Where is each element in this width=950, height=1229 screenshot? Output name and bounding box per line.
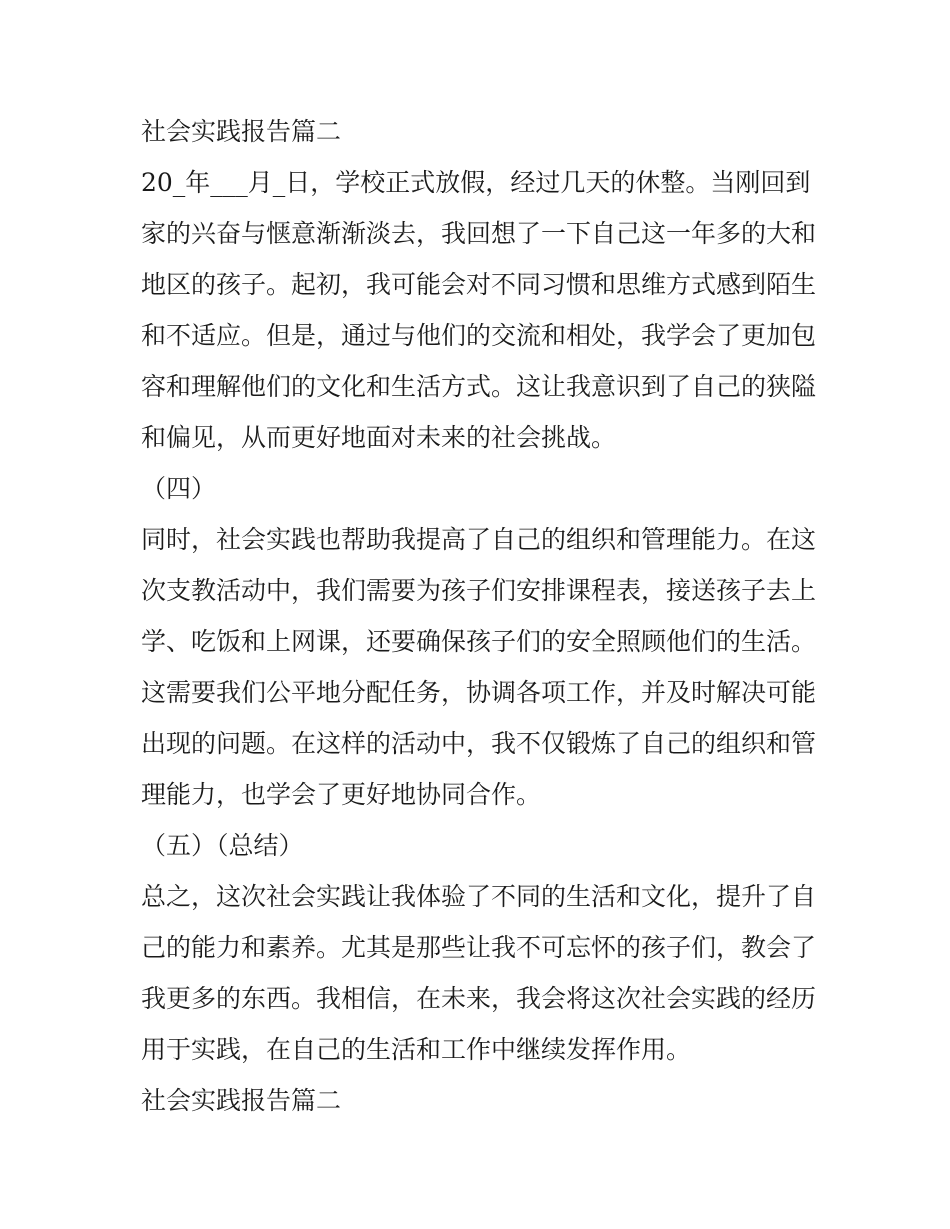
text-line: 同时，社会实践也帮助我提高了自己的组织和管理能力。在这 — [141, 525, 817, 554]
text-line: 这需要我们公平地分配任务，协调各项工作，并及时解决可能 — [141, 678, 817, 707]
paragraph-3 — [141, 871, 821, 1075]
text-line: 总之，这次社会实践让我体验了不同的生活和文化，提升了自 — [141, 882, 817, 911]
section-heading: 社会实践报告篇二 — [141, 1086, 342, 1115]
document-body — [141, 106, 821, 1126]
text-line: 地区的孩子。起初，我可能会对不同习惯和思维方式感到陌生 — [141, 270, 817, 299]
text-line: 我更多的东西。我相信，在未来，我会将这次社会实践的经历 — [141, 984, 817, 1013]
section-marker-4: （四） — [141, 474, 217, 503]
section-heading: 社会实践报告篇二 — [141, 117, 342, 146]
text-line: 学、吃饭和上网课，还要确保孩子们的安全照顾他们的生活。 — [141, 627, 817, 656]
text-line: 次支教活动中，我们需要为孩子们安排课程表，接送孩子去上 — [141, 576, 817, 605]
text-line: 家的兴奋与惬意渐渐淡去，我回想了一下自己这一年多的大和 — [141, 219, 817, 248]
text-line: 己的能力和素养。尤其是那些让我不可忘怀的孩子们，教会了 — [141, 933, 817, 962]
text-line: 容和理解他们的文化和生活方式。这让我意识到了自己的狭隘 — [141, 372, 817, 401]
text-line: 和偏见，从而更好地面对未来的社会挑战。 — [141, 423, 617, 452]
section-marker-5: （五）（总结） — [141, 831, 304, 860]
text-line: 20_年___月_日，学校正式放假，经过几天的休整。当刚回到 — [141, 168, 811, 197]
text-line: 理能力，也学会了更好地协同合作。 — [141, 780, 542, 809]
text-line: 和不适应。但是，通过与他们的交流和相处，我学会了更加包 — [141, 321, 817, 350]
paragraph-2 — [141, 514, 821, 820]
paragraph-1 — [141, 157, 821, 463]
text-line: 出现的问题。在这样的活动中，我不仅锻炼了自己的组织和管 — [141, 729, 817, 758]
text-line: 用于实践，在自己的生活和工作中继续发挥作用。 — [141, 1035, 692, 1064]
